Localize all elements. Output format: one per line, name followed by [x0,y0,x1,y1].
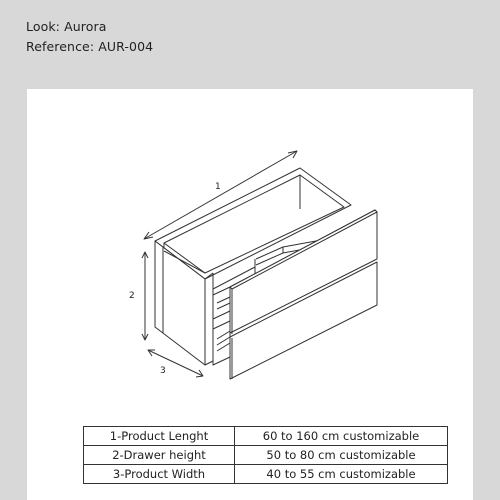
spec-label: 3-Product Width [84,465,235,484]
spec-label: 2-Drawer height [84,446,235,465]
spec-table [83,426,448,484]
height-dimension [142,252,148,340]
drawer-slides [213,287,230,365]
height-label: 2 [129,291,135,301]
look-label: Look: Aurora [26,19,107,34]
cabinet-drawing [27,89,473,419]
spec-label: 1-Product Lenght [84,427,235,446]
product-sheet-panel [27,89,473,500]
reference-label: Reference: AUR-004 [26,39,154,54]
width-label: 3 [160,366,166,376]
length-label: 1 [215,182,221,192]
table-row [84,427,448,446]
spec-value: 60 to 160 cm customizable [235,427,448,446]
spec-value: 40 to 55 cm customizable [235,465,448,484]
table-row [84,465,448,484]
table-row [84,446,448,465]
spec-value: 50 to 80 cm customizable [235,446,448,465]
